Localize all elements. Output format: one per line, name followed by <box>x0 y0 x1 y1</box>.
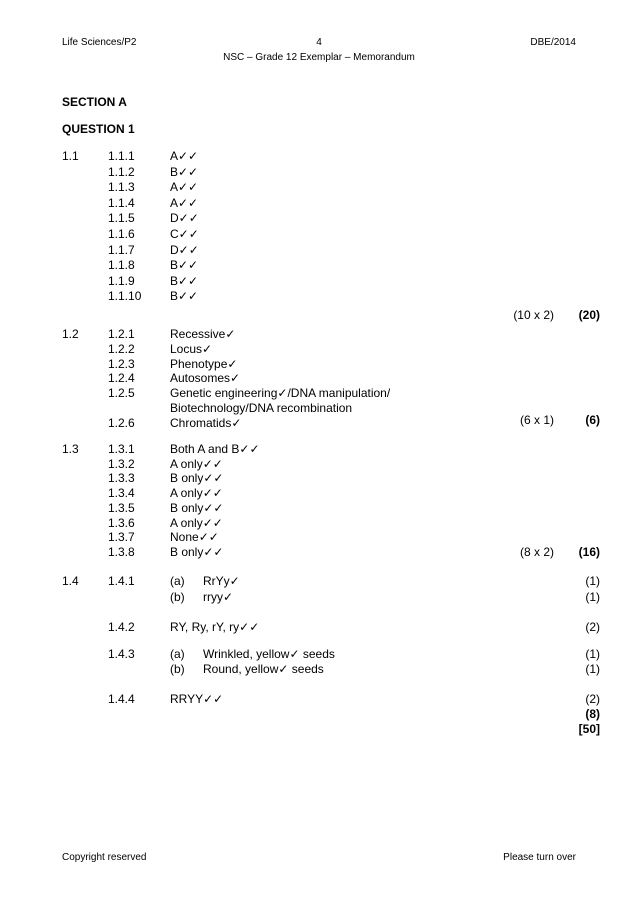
item-number: 1.3.1 <box>108 442 135 456</box>
q1-4-2-mark: (2) <box>585 620 600 634</box>
item-answer: B✓✓ <box>170 258 199 273</box>
q1-4-total: (8) <box>585 707 600 721</box>
q1-4-4-mark: (2) <box>585 692 600 706</box>
section-title: SECTION A <box>62 95 127 109</box>
q1-4-4-answer: RRYY✓✓ <box>170 692 224 706</box>
item-number: 1.2.2 <box>108 341 135 356</box>
q1-4-1-b-answer: rryy✓ <box>203 590 234 604</box>
item-answer: Biotechnology/DNA recombination <box>170 401 353 415</box>
item-number: 1.3.8 <box>108 544 135 559</box>
q1-3-calc: (8 x 2) <box>519 545 554 559</box>
item-number: 1.1.2 <box>108 164 135 179</box>
q1-4-2-answer: RY, Ry, rY, ry✓✓ <box>170 620 260 634</box>
item-number: 1.1.3 <box>108 180 135 195</box>
item-answer: A✓✓ <box>170 149 199 163</box>
q1-4-1-b-label: (b) <box>170 590 185 604</box>
item-answer: A only✓✓ <box>170 486 223 501</box>
grand-total: [50] <box>578 722 600 736</box>
item-answer: B only✓✓ <box>170 544 224 559</box>
item-answer: Recessive✓ <box>170 327 236 341</box>
item-number: 1.1.4 <box>108 195 135 210</box>
q1-4-1-a-label: (a) <box>170 574 185 588</box>
item-answer: A only✓✓ <box>170 515 223 530</box>
q1-4-3-a-answer: Wrinkled, yellow✓ seeds <box>203 647 335 661</box>
q1-4-3-a-mark: (1) <box>585 647 600 661</box>
header-dbe: DBE/2014 <box>530 37 576 48</box>
q1-4-1-a-answer: RrYy✓ <box>203 574 240 588</box>
q1-2-calc: (6 x 1) <box>519 413 554 427</box>
q1-4-1-number: 1.4.1 <box>108 574 135 588</box>
item-number: 1.3.3 <box>108 471 135 486</box>
item-number: 1.1.9 <box>108 273 135 288</box>
item-answer: Phenotype✓ <box>170 356 238 371</box>
item-number: 1.1.1 <box>108 149 135 163</box>
item-answer: B only✓✓ <box>170 471 224 486</box>
item-number: 1.2.5 <box>108 386 135 401</box>
header-subtitle: NSC – Grade 12 Exemplar – Memorandum <box>223 52 415 63</box>
q1-4-3-a-label: (a) <box>170 647 185 661</box>
item-answer: C✓✓ <box>170 227 199 241</box>
header-page-number: 4 <box>316 37 322 48</box>
item-number: 1.1.5 <box>108 211 135 226</box>
item-answer: B✓✓ <box>170 289 199 304</box>
q1-4-3-b-mark: (1) <box>585 662 600 676</box>
q1-4-1-b-mark: (1) <box>585 590 600 604</box>
q1-1-total: (20) <box>578 308 600 322</box>
item-answer: Both A and B✓✓ <box>170 442 260 456</box>
item-number: 1.3.4 <box>108 486 135 501</box>
item-number: 1.2.1 <box>108 327 135 341</box>
item-number: 1.1.10 <box>108 289 142 304</box>
item-number: 1.1.8 <box>108 258 135 273</box>
q1-4-3-b-label: (b) <box>170 662 185 676</box>
item-answer: D✓✓ <box>170 211 199 226</box>
item-number: 1.3.7 <box>108 530 135 545</box>
q1-1-calc: (10 x 2) <box>513 308 554 322</box>
item-number: 1.3.2 <box>108 456 135 471</box>
footer-copyright: Copyright reserved <box>62 852 147 863</box>
item-number: 1.2.4 <box>108 371 135 386</box>
item-number: 1.3.6 <box>108 515 135 530</box>
item-answer: None✓✓ <box>170 530 219 545</box>
item-answer: A✓✓ <box>170 195 199 210</box>
item-answer: A only✓✓ <box>170 456 223 471</box>
item-answer: Chromatids✓ <box>170 415 242 430</box>
item-answer: Genetic engineering✓/DNA manipulation/ <box>170 386 391 401</box>
item-answer: B✓✓ <box>170 273 199 288</box>
item-answer: B✓✓ <box>170 164 199 179</box>
q1-4-number: 1.4 <box>62 574 79 588</box>
item-answer: Autosomes✓ <box>170 371 241 386</box>
item-answer: D✓✓ <box>170 242 199 257</box>
footer-turn-over: Please turn over <box>503 852 576 863</box>
q1-2-number: 1.2 <box>62 327 79 341</box>
q1-3-number: 1.3 <box>62 442 79 456</box>
q1-3-total: (16) <box>578 545 600 559</box>
item-number: 1.1.6 <box>108 227 135 241</box>
q1-4-3-number: 1.4.3 <box>108 647 135 661</box>
item-answer: A✓✓ <box>170 180 199 195</box>
header-subject: Life Sciences/P2 <box>62 37 137 48</box>
q1-4-4-number: 1.4.4 <box>108 692 135 706</box>
item-number: 1.2.3 <box>108 356 135 371</box>
q1-4-1-a-mark: (1) <box>585 574 600 588</box>
q1-1-number: 1.1 <box>62 149 79 163</box>
item-number: 1.3.5 <box>108 500 135 515</box>
item-answer: B only✓✓ <box>170 500 224 515</box>
q1-4-2-number: 1.4.2 <box>108 620 135 634</box>
q1-2-total: (6) <box>585 413 600 427</box>
item-number: 1.2.6 <box>108 415 135 430</box>
q1-4-3-b-answer: Round, yellow✓ seeds <box>203 662 324 676</box>
item-answer: Locus✓ <box>170 341 213 356</box>
question-title: QUESTION 1 <box>62 122 135 136</box>
item-number: 1.1.7 <box>108 242 135 257</box>
